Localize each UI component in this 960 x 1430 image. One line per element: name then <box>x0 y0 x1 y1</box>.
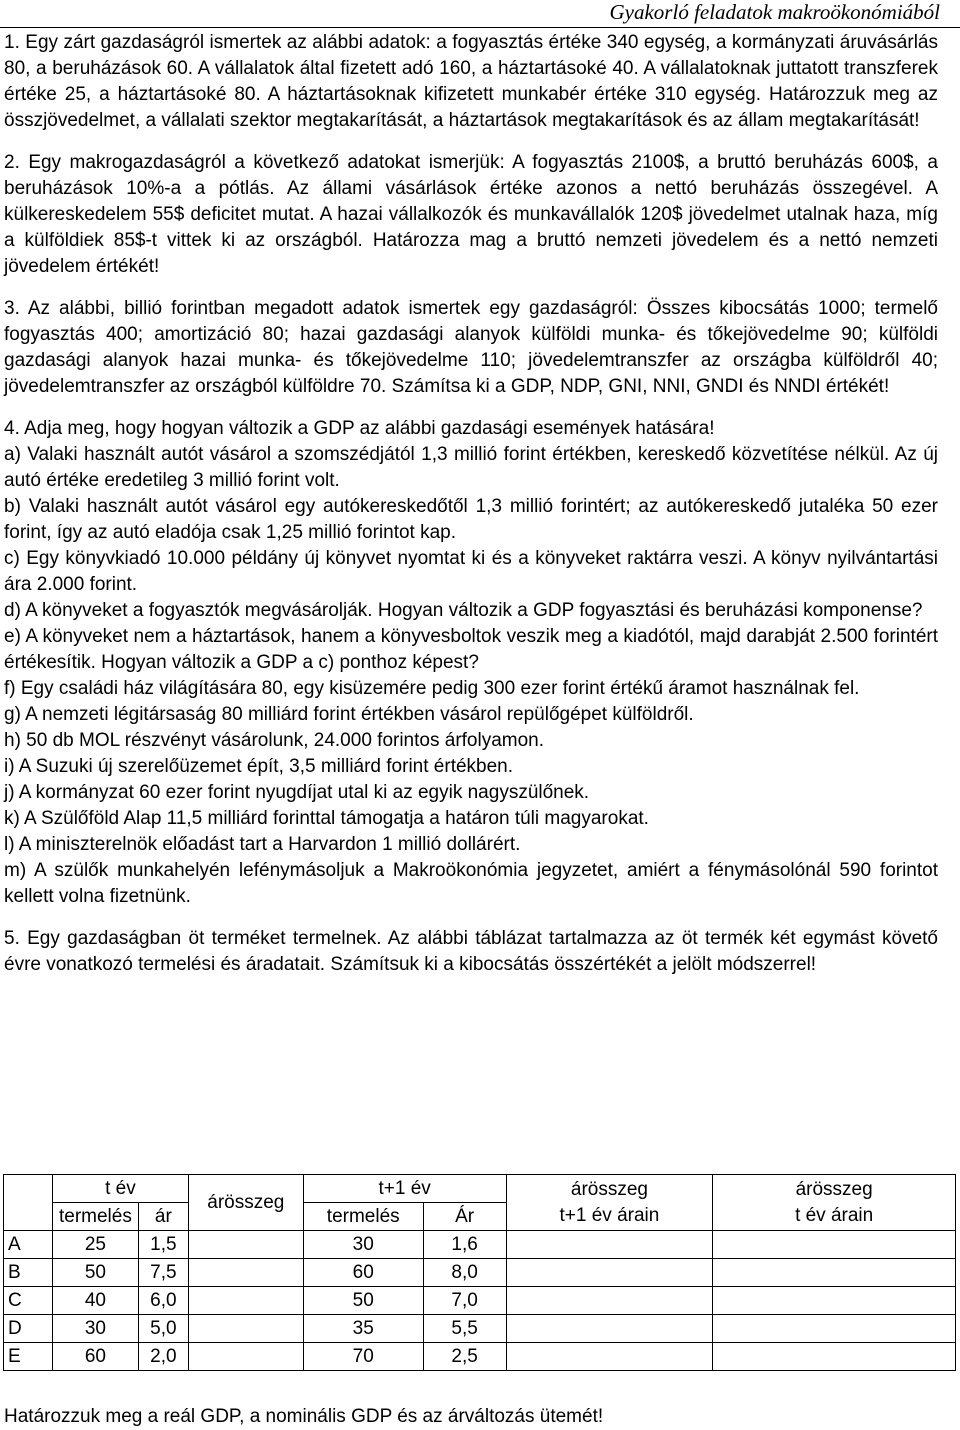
exercise-4 <box>4 416 938 910</box>
exercise-4-item-m: m) A szülők munkahelyén lefénymásoljuk a Makroökonómia jegyzetet, amiért a fénymásolónál 590 forintot kellett volna fizetnünk. <box>4 860 938 907</box>
table-row <box>4 1315 956 1343</box>
product-name: B <box>4 1259 53 1287</box>
table-row <box>4 1287 956 1315</box>
table-header-t1: t+1 év <box>303 1175 506 1203</box>
exercise-4-item-f: f) Egy családi ház világítására 80, egy kisüzemére pedig 300 ezer forint értékű áramot használnak fel. <box>4 678 860 699</box>
production-t1: 30 <box>303 1231 423 1259</box>
table-header-empty <box>4 1175 53 1231</box>
exercise-3: 3. Az alábbi, billió forintban megadott adatok ismertek egy gazdaságról: Összes kibocsátás 1000; termelő fogyasztás 400; amortizáció 80; hazai gazdasági alanyok külföldi munka- és tőkejövedelme 90; külföldi gazdasági alanyok hazai munka- és tőkejövedelme 110; jövedelemtranszfer az országba külföldről 40; jövedelemtranszfer az országból külföldre 70. Számítsa ki a GDP, NDP, GNI, NNI, GNDI és NNDI értékét! <box>4 298 938 397</box>
exercise-4-item-g: g) A nemzeti légitársaság 80 milliárd forint értékben vásárol repülőgépet külföldről. <box>4 704 694 725</box>
table-header-sum-t1-line1: árösszeg <box>570 1178 648 1200</box>
production-t1: 35 <box>303 1315 423 1343</box>
table-row <box>4 1343 956 1371</box>
header-rule <box>0 27 960 28</box>
table-header-sum-t1 <box>506 1175 713 1231</box>
exercise-1: 1. Egy zárt gazdaságról ismertek az alábbi adatok: a fogyasztás értéke 340 egység, a kormányzati áruvásárlás 80, a beruházások 60. A vállalatok által fizetett adó 160, a háztartásoké 40. A vállalatoknak juttatott transzferek értéke 25, a háztartásoké 80. A háztartásoknak kifizetett munkabér értéke 310 egység. Határozzuk meg az összjövedelmet, a vállalati szektor megtakarítását, a háztartások megtakarítások és az állam megtakarítását! <box>4 32 938 131</box>
sum-t-cell <box>713 1287 956 1315</box>
exercise-4-item-c: c) Egy könyvkiadó 10.000 példány új könyvet nyomtat ki és a könyveket raktárra veszi. A könyv nyilvántartási ára 2.000 forint. <box>4 548 938 595</box>
production-t: 25 <box>52 1231 138 1259</box>
sum-t1-cell <box>506 1343 713 1371</box>
table-row <box>4 1259 956 1287</box>
product-name: A <box>4 1231 53 1259</box>
product-name: E <box>4 1343 53 1371</box>
production-t: 50 <box>52 1259 138 1287</box>
table-row <box>4 1231 956 1259</box>
table-header-sum-t-line2: t év árain <box>795 1204 874 1226</box>
sum-cell <box>188 1315 303 1343</box>
exercise-content <box>4 30 938 978</box>
sum-cell <box>188 1231 303 1259</box>
production-t1: 70 <box>303 1343 423 1371</box>
production-t: 40 <box>52 1287 138 1315</box>
table-header-row <box>4 1175 956 1203</box>
table-header-sum: árösszeg <box>188 1175 303 1231</box>
product-name: D <box>4 1315 53 1343</box>
exercise-4-item-i: i) A Suzuki új szerelőüzemet épít, 3,5 milliárd forint értékben. <box>4 756 514 777</box>
production-t: 60 <box>52 1343 138 1371</box>
price-t: 2,0 <box>138 1343 188 1371</box>
production-table <box>3 1174 956 1371</box>
exercise-4-item-a: a) Valaki használt autót vásárol a szomszédjától 1,3 millió forint értékben, kereskedő közvetítése nélkül. Az új autó értéke eredetileg 3 millió forint volt. <box>4 444 938 491</box>
sum-t1-cell <box>506 1315 713 1343</box>
table-header-sum-t-line1: árösszeg <box>795 1178 873 1200</box>
table-header-price-t1: Ár <box>423 1203 506 1231</box>
exercise-4-item-h: h) 50 db MOL részvényt vásárolunk, 24.000 forintos árfolyamon. <box>4 730 545 751</box>
table-header-t: t év <box>52 1175 188 1203</box>
product-name: C <box>4 1287 53 1315</box>
price-t1: 8,0 <box>423 1259 506 1287</box>
price-t: 1,5 <box>138 1231 188 1259</box>
exercise-4-item-d: d) A könyveket a fogyasztók megvásárolják. Hogyan változik a GDP fogyasztási és beruházási komponense? <box>4 600 923 621</box>
price-t1: 7,0 <box>423 1287 506 1315</box>
table-header-sum-t <box>713 1175 956 1231</box>
price-t: 7,5 <box>138 1259 188 1287</box>
exercise-5: 5. Egy gazdaságban öt terméket termelnek. Az alábbi táblázat tartalmazza az öt termék két egymást követő évre vonatkozó termelési és áradatait. Számítsuk ki a kibocsátás összértékét a jelölt módszerrel! <box>4 928 938 975</box>
exercise-2: 2. Egy makrogazdaságról a következő adatokat ismerjük: A fogyasztás 2100$, a bruttó beruházás 600$, a beruházások 10%-a a pótlás. Az állami vásárlások értéke azonos a nettó beruházás összegével. A külkereskedelem 55$ deficitet mutat. A hazai vállalkozók és munkavállalók 120$ jövedelmet utalnak haza, míg a külföldiek 85$-t vittek ki az országból. Határozza mag a bruttó nemzeti jövedelem és a nettó nemzeti jövedelem értékét! <box>4 152 938 277</box>
exercise-4-item-k: k) A Szülőföld Alap 11,5 milliárd forinttal támogatja a határon túli magyarokat. <box>4 808 649 829</box>
page-header: Gyakorló feladatok makroökonómiából <box>609 0 940 24</box>
sum-t-cell <box>713 1343 956 1371</box>
sum-t-cell <box>713 1259 956 1287</box>
sum-cell <box>188 1259 303 1287</box>
exercise-4-item-l: l) A miniszterelnök előadást tart a Harvardon 1 millió dollárért. <box>4 834 521 855</box>
table-header-production-t: termelés <box>52 1203 138 1231</box>
price-t1: 1,6 <box>423 1231 506 1259</box>
table-header-production-t1: termelés <box>303 1203 423 1231</box>
table-header-sum-t1-line2: t+1 év árain <box>559 1204 660 1226</box>
production-t: 30 <box>52 1315 138 1343</box>
table-header-price-t: ár <box>138 1203 188 1231</box>
price-t: 5,0 <box>138 1315 188 1343</box>
sum-t1-cell <box>506 1287 713 1315</box>
sum-t-cell <box>713 1231 956 1259</box>
table-question: Határozzuk meg a reál GDP, a nominális GDP és az árváltozás ütemét! <box>4 1406 604 1427</box>
sum-cell <box>188 1343 303 1371</box>
sum-t1-cell <box>506 1259 713 1287</box>
production-t1: 60 <box>303 1259 423 1287</box>
sum-cell <box>188 1287 303 1315</box>
price-t1: 5,5 <box>423 1315 506 1343</box>
exercise-4-intro: 4. Adja meg, hogy hogyan változik a GDP az alábbi gazdasági események hatására! <box>4 418 715 439</box>
price-t: 6,0 <box>138 1287 188 1315</box>
production-t1: 50 <box>303 1287 423 1315</box>
exercise-4-item-j: j) A kormányzat 60 ezer forint nyugdíjat utal ki az egyik nagyszülőnek. <box>4 782 590 803</box>
sum-t1-cell <box>506 1231 713 1259</box>
price-t1: 2,5 <box>423 1343 506 1371</box>
exercise-4-item-e: e) A könyveket nem a háztartások, hanem a könyvesboltok veszik meg a kiadótól, majd darabját 2.500 forintért értékesítik. Hogyan változik a GDP a c) ponthoz képest? <box>4 626 938 673</box>
sum-t-cell <box>713 1315 956 1343</box>
exercise-4-item-b: b) Valaki használt autót vásárol egy autókereskedőtől 1,3 millió forintért; az autókereskedő jutaléka 50 ezer forint, így az autó eladója csak 1,25 millió forintot kap. <box>4 496 938 543</box>
